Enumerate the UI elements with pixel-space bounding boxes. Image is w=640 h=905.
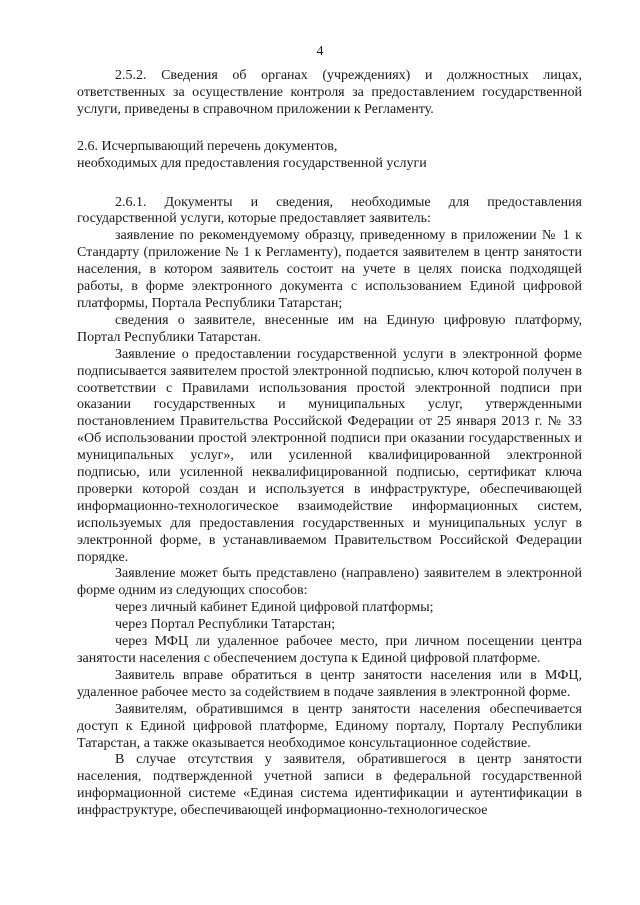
paragraph-application-form: заявление по рекомендуемому образцу, приведенному в приложении № 1 к Стандарту (приложение № 1 к Регламенту), подается заявителем в центр занятости населения, в котором заявитель состоит на учете в целях поиска подходящей работы, в форме электронного документа с использованием Единой цифровой платформы, Портала Республики Татарстан; xyxy=(77,228,582,311)
paragraph-2-6-1: 2.6.1. Документы и сведения, необходимые для предоставления государственной услуги, которые предоставляет заявитель: xyxy=(77,194,582,227)
paragraph-right-to-apply: Заявитель вправе обратиться в центр занятости населения или в МФЦ, удаленное рабочее место за содействием в подаче заявления в электронной форме. xyxy=(77,667,582,700)
section-heading-2-6 xyxy=(77,139,582,173)
heading-line-2: необходимых для предоставления государственной услуги xyxy=(77,155,427,171)
list-item-personal-account: через личный кабинет Единой цифровой платформы; xyxy=(115,600,434,616)
paragraph-applicant-info: сведения о заявителе, внесенные им на Единую цифровую платформу, Портал Республики Татарстан. xyxy=(77,312,582,345)
paragraph-no-account: В случае отсутствия у заявителя, обратившегося в центр занятости населения, подтвержденной учетной записи в федеральной государственной информационной системе «Единая система идентификации и аутентификации в инфраструктуре, обеспечивающей информационно-технологическое xyxy=(77,752,582,819)
paragraph-submission-methods: Заявление может быть представлено (направлено) заявителем в электронной форме одним из следующих способов: xyxy=(77,566,582,599)
page-number: 4 xyxy=(316,44,324,59)
paragraph-2-5-2: 2.5.2. Сведения об органах (учреждениях) и должностных лицах, ответственных за осуществление контроля за предоставлением государственной услуги, приведены в справочном приложении к Регламенту. xyxy=(77,68,582,117)
list-item-portal: через Портал Республики Татарстан; xyxy=(115,617,336,633)
document-body xyxy=(77,68,582,820)
list-item-mfc: через МФЦ ли удаленное рабочее место, при личном посещении центра занятости населения с обеспечением доступа к Единой цифровой платформе. xyxy=(77,634,582,666)
heading-line-1: 2.6. Исчерпывающий перечень документов, xyxy=(77,138,338,154)
paragraph-access-provided: Заявителям, обратившимся в центр занятости населения обеспечивается доступ к Единой цифровой платформе, Единому порталу, Порталу Республики Татарстан, а также оказывается необходимое консультационное содействие. xyxy=(77,701,582,751)
paragraph-electronic-signature: Заявление о предоставлении государственной услуги в электронной форме подписывается заявителем простой электронной подписью, ключ которой получен в соответствии с Правилами использования простой электронной подписи при оказании государственных и муниципальных услуг, утвержденными постановлением Правительства Российской Федерации от 25 января 2013 г. № 33 «Об использовании простой электронной подписи при оказании государственных и муниципальных услуг», или усиленной квалифицированной электронной подписью, или усиленной неквалифицированной подписью, сертификат ключа проверки которой создан и используется в инфраструктуре, обеспечивающей информационно-технологическое взаимодействие информационных систем, используемых для предоставления государственных и муниципальных услуг в электронной форме, в устанавливаемом Правительством Российской Федерации порядке. xyxy=(77,346,582,565)
